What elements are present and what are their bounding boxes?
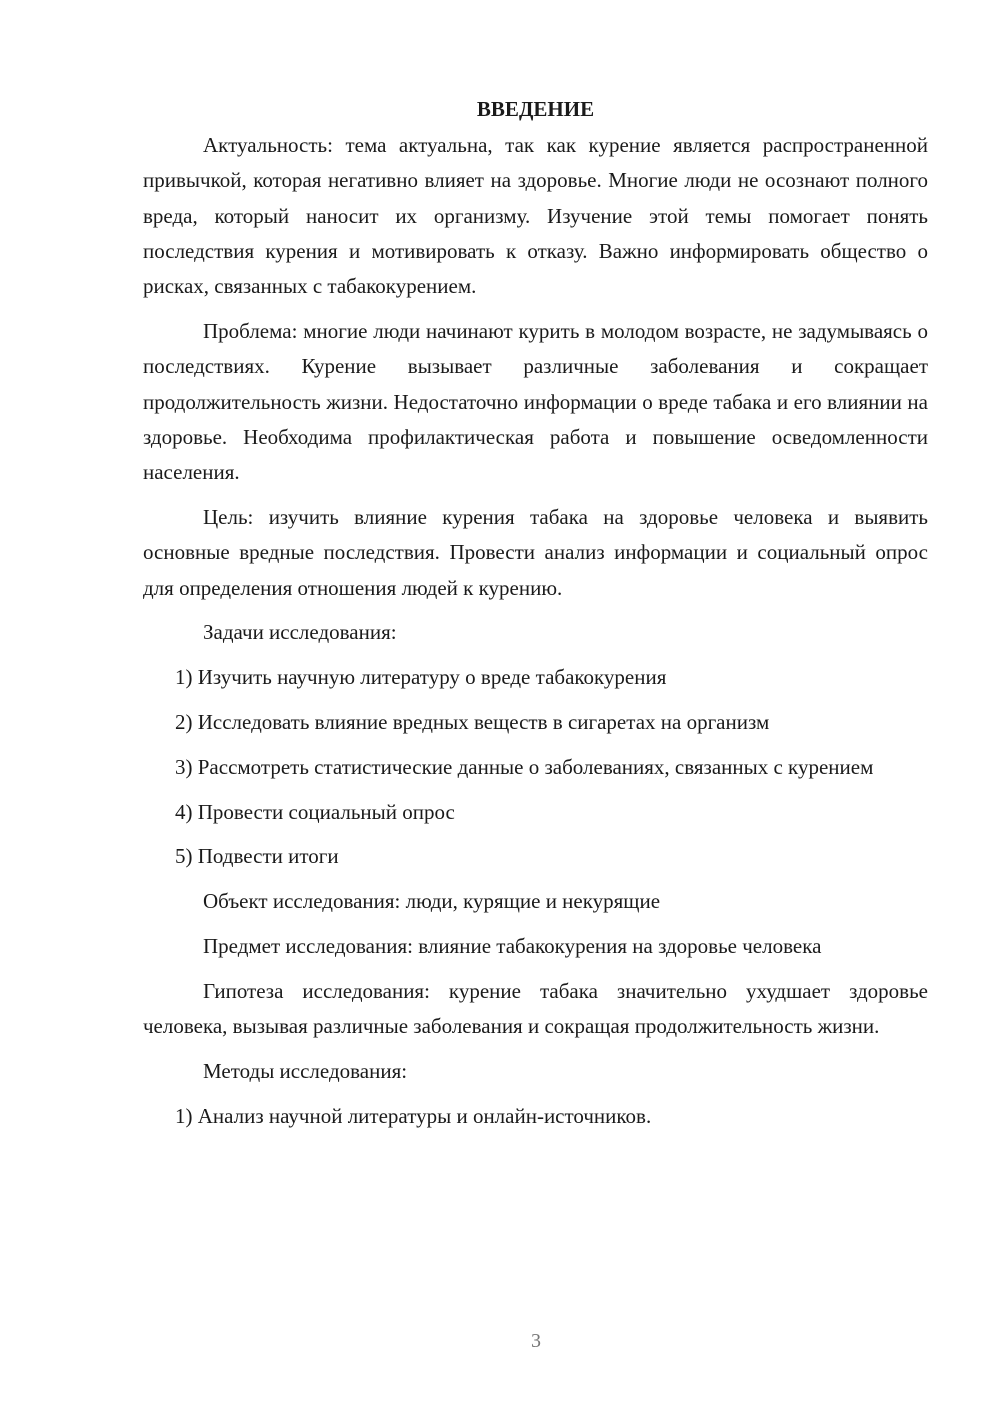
methods-heading: Методы исследования: [203,1058,408,1083]
tasks-heading: Задачи исследования: [203,620,397,645]
task-item-2: 2) Исследовать влияние вредных веществ в сигаретах на организм [175,709,770,734]
problem-paragraph: Проблема: многие люди начинают курить в молодом возрасте, не задумываясь о последствиях. Курение вызывает различные заболевания и сокращает продолжительность жизни. Недостаточно информации о вреде табака и его влиянии на здоровье. Необходима профилактическая работа и повышение осведомленности населения. [143,318,928,485]
subject-paragraph: Предмет исследования: влияние табакокурения на здоровье человека [203,933,822,958]
method-item-1: 1) Анализ научной литературы и онлайн-источников. [175,1103,652,1128]
task-item-1: 1) Изучить научную литературу о вреде табакокурения [175,665,667,690]
document-title: ВВЕДЕНИЕ [476,97,595,121]
document-page [143,92,928,1143]
relevance-paragraph: Актуальность: тема актуальна, так как курение является распространенной привычкой, которая негативно влияет на здоровье. Многие люди не осознают полного вреда, который наносит их организму. Изучение этой темы помогает понять последствия курения и мотивировать к отказу. Важно информировать общество о рисках, связанных с табакокурением. [143,133,928,299]
page-number: 3 [531,1330,541,1352]
goal-paragraph: Цель: изучить влияние курения табака на здоровье человека и выявить основные вредные последствия. Провести анализ информации и социальный опрос для определения отношения людей к курению. [143,504,928,600]
task-item-4: 4) Провести социальный опрос [175,799,455,824]
task-item-5: 5) Подвести итоги [175,844,339,869]
hypothesis-paragraph: Гипотеза исследования: курение табака значительно ухудшает здоровье человека, вызывая различные заболевания и сокращая продолжительность жизни. [143,978,928,1039]
object-paragraph: Объект исследования: люди, курящие и некурящие [203,889,661,914]
task-item-3: 3) Рассмотреть статистические данные о заболеваниях, связанных с курением [175,754,874,779]
